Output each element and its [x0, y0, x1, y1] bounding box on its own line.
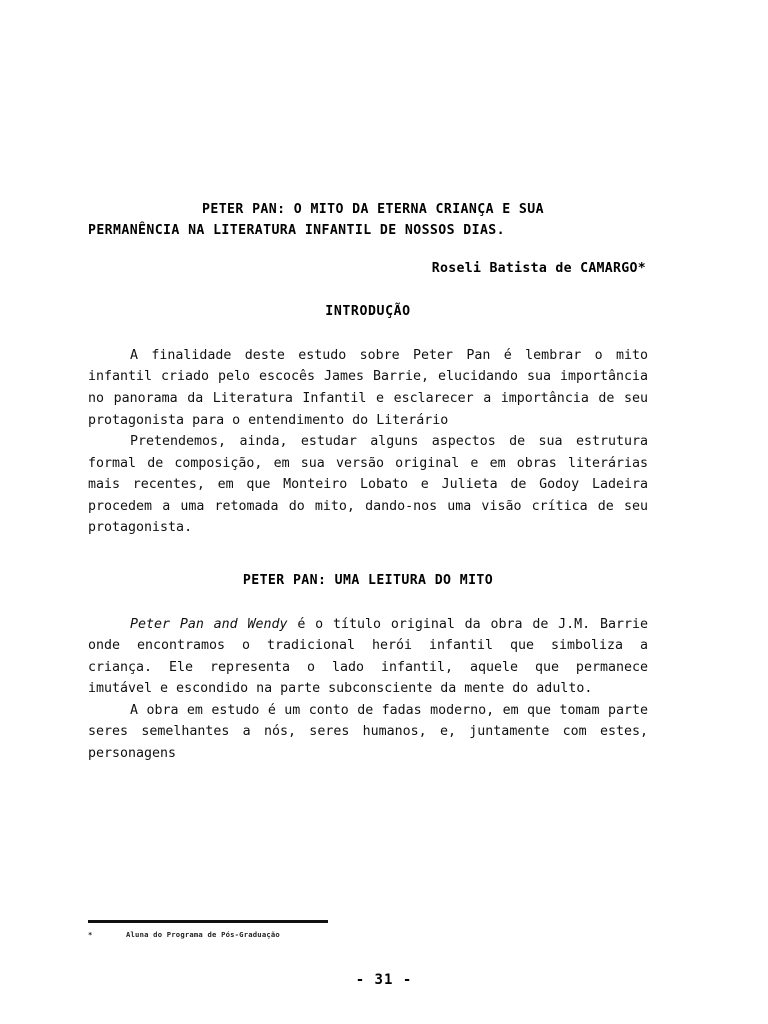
introduction-body	[88, 345, 648, 539]
footnote	[88, 930, 508, 939]
section-two-body	[88, 614, 648, 765]
article-author: Roseli Batista de CAMARGO*	[431, 260, 646, 276]
heading-introducao: INTRODUÇÃO	[325, 303, 411, 319]
footnote-text: Aluna do Programa de Pós-Graduação	[126, 930, 280, 939]
article-title-line-2: PERMANÊNCIA NA LITERATURA INFANTIL DE NOSSOS DIAS.	[88, 223, 505, 239]
article-title-line-1: PETER PAN: O MITO DA ETERNA CRIANÇA E SUA	[202, 202, 544, 217]
work-title-italic: Peter Pan and Wendy	[130, 616, 288, 632]
paragraph: A finalidade deste estudo sobre Peter Pan é lembrar o mito infantil criado pelo escocês James Barrie, elucidando sua importância no panorama da Literatura Infantil e esclarecer a importância de seu protagonista para o entendimento do Literário	[88, 347, 648, 428]
heading-peter-pan-uma-leitura-do-mito: PETER PAN: UMA LEITURA DO MITO	[242, 572, 494, 588]
article-title	[88, 200, 648, 242]
footnote-marker: *	[88, 930, 93, 939]
footnote-divider	[88, 920, 328, 923]
paragraph	[88, 614, 648, 700]
paragraph-text: é o título original da obra de J.M. Barrie onde encontramos o tradicional herói infantil que simboliza a criança. Ele representa o lado infantil, aquele que permanece imutável e escondido na parte subconsciente da mente do adulto.	[88, 616, 649, 697]
paragraph: A obra em estudo é um conto de fadas moderno, em que tomam parte seres semelhantes a nós, seres humanos, e, juntamente com estes, personagens	[88, 702, 648, 761]
page-number: - 31 -	[355, 972, 413, 988]
paragraph: Pretendemos, ainda, estudar alguns aspectos de sua estrutura formal de composição, em sua versão original e em obras literárias mais recentes, em que Monteiro Lobato e Julieta de Godoy Ladeira procedem a uma retomada do mito, dando-nos uma visão crítica de seu protagonista.	[88, 434, 648, 536]
